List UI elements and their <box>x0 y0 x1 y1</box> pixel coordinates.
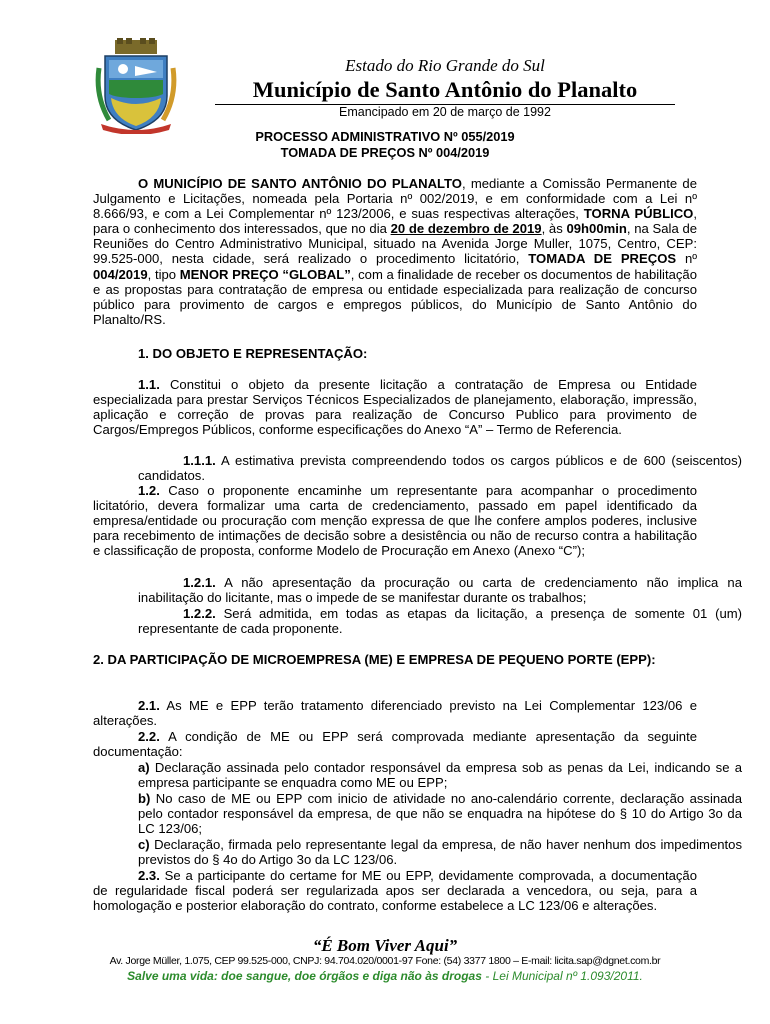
item-text: Declaração assinada pelo contador responsável da empresa sob as penas da Lei, indicando se a empresa participante se enquadra como ME ou EPP; <box>138 760 742 791</box>
intro-text-e: , na Sala de Reuniões do Centro Administrativo Municipal, situado na Avenida Jorge Muller, 1075, Centro, CEP: 99.525-000, nesta cidade, será realizado o procedimento licitatório, <box>93 221 698 267</box>
clause-text: A estimativa prevista compreendendo todos os cargos públicos e de 600 (seiscentos) candidatos. <box>138 453 742 484</box>
clause-1-1-1 <box>93 453 742 483</box>
intro-modality: TOMADA DE PREÇOS <box>528 251 677 267</box>
clause-number: 2.2. <box>138 729 160 744</box>
section-1-heading: 1. DO OBJETO E REPRESENTAÇÃO: <box>138 346 368 361</box>
slogan-separator: - <box>481 969 493 983</box>
clause-text: Se a participante do certame for ME ou EPP, devidamente comprovada, a documentação de regularidade fiscal poderá ser regularizada apos ser declarada a vencedora, ou seja, para a homologação e posterior elaboração do contrato, conforme estabelece a LC 123/06 e alterações. <box>93 868 697 914</box>
clause-1-2-2 <box>93 606 742 636</box>
process-heading <box>95 129 675 161</box>
intro-text-k: , com a finalidade de receber os documentos de habilitação e as propostas para contratação de empresa ou entidade especializada para realização de concurso público para provimento de cargos e empregos públicos, do Município de Santo Antônio do Planalto/RS. <box>93 266 697 327</box>
footer-motto: “É Bom Viver Aqui” <box>312 936 458 955</box>
item-c <box>93 837 742 867</box>
municipality-title: Município de Santo Antônio do Planalto <box>252 77 638 102</box>
tender-number: TOMADA DE PREÇOS Nº 004/2019 <box>280 145 490 160</box>
session-time: 09h00min <box>566 221 627 237</box>
slogan-law: Lei Municipal nº 1.093/2011. <box>492 969 643 983</box>
intro-tender-number: 004/2019 <box>93 266 148 282</box>
process-number: PROCESSO ADMINISTRATIVO Nº 055/2019 <box>255 129 515 144</box>
intro-municipality: O MUNICÍPIO DE SANTO ANTÔNIO DO PLANALTO <box>138 176 462 191</box>
emancipation-note: Emancipado em 20 de março de 1992 <box>339 105 551 119</box>
clause-2-3 <box>93 868 697 913</box>
section-2-heading: 2. DA PARTICIPAÇÃO DE MICROEMPRESA (ME) E EMPRESA DE PEQUENO PORTE (EPP): <box>93 652 656 667</box>
clause-text: Caso o proponente encaminhe um representante para acompanhar o procedimento licitatório, devera formalizar uma carta de credenciamento, passado em papel identificado da empresa/entidade ou procuração com menção expressa de que lhe confere amplos poderes, inclusive para recebimento de intimações de decisão sobre a desistência ou não de recurso contra a habilitação e classificação de proposta, conforme Modelo de Procuração em Anexo (Anexo “C”); <box>93 483 697 559</box>
clause-number: 2.3. <box>138 868 160 883</box>
clause-number: 1.2. <box>138 483 160 498</box>
state-title: Estado do Rio Grande do Sul <box>345 56 545 75</box>
clause-1-2 <box>93 483 697 558</box>
clause-2-1 <box>93 698 697 728</box>
intro-text-i: , tipo <box>147 266 180 282</box>
clause-text: A não apresentação da procuração ou carta de credenciamento não implica na inabilitação do licitante, mas o impede de se manifestar durante os trabalhos; <box>138 575 742 606</box>
intro-text-a: , mediante a Comissão Permanente de Julgamento e Licitações, nomeada pela Portaria nº 002/2019, e em conformidade com a Lei nº 8.666/93, e com a Lei Complementar nº 123/2006, e suas respectivas alterações, <box>93 176 697 222</box>
footer-slogan <box>95 969 675 983</box>
item-label: b) <box>138 791 151 806</box>
clause-1-1 <box>93 377 697 437</box>
intro-price-type: MENOR PREÇO “GLOBAL” <box>179 266 351 282</box>
clause-text: Será admitida, em todas as etapas da licitação, a presença de somente 01 (um) representante de cada proponente. <box>138 606 742 637</box>
item-text: Declaração, firmada pelo representante legal da empresa, de não haver nenhum dos impedimentos previstos do § 4o do Artigo 3o da LC 123/06. <box>138 837 742 868</box>
footer-address: Av. Jorge Müller, 1.075, CEP 99.525-000, CNPJ: 94.704.020/0001-97 Fone: (54) 3377 1800 – E-mail: licita.sap@dgnet.com.br <box>109 955 661 967</box>
clause-text: Constitui o objeto da presente licitação a contratação de Empresa ou Entidade especializada para prestar Serviços Técnicos Especializados de planejamento, elaboração, impressão, aplicação e correção de provas para realização de Concurso Publico para provimento de Cargos/Empregos Públicos, conforme especificações do Anexo “A” – Termo de Referencia. <box>93 377 697 438</box>
clause-2-2 <box>93 729 697 759</box>
clause-number: 1.1.1. <box>183 453 216 468</box>
slogan-text: Salve uma vida: doe sangue, doe órgãos e diga não às drogas <box>127 969 482 983</box>
coat-of-arms-icon <box>95 38 177 134</box>
intro-paragraph <box>93 176 697 327</box>
clause-text: As ME e EPP terão tratamento diferenciado previsto na Lei Complementar 123/06 e alterações. <box>93 698 697 729</box>
item-label: c) <box>138 837 150 852</box>
item-text: No caso de ME ou EPP com inicio de atividade no ano-calendário corrente, declaração assinada pelo contador responsável da empresa, de que não se enquadra na hipótese do § 10 do Artigo 3o da LC 123/06; <box>138 791 742 837</box>
intro-torna-publico: TORNA PÚBLICO <box>583 206 694 222</box>
session-date: 20 de dezembro de 2019 <box>390 221 542 237</box>
item-b <box>93 791 742 836</box>
intro-text-d: , às <box>541 221 567 237</box>
item-label: a) <box>138 760 150 775</box>
intro-text-g: nº <box>676 251 698 267</box>
clause-text: A condição de ME ou EPP será comprovada mediante apresentação da seguinte documentação: <box>93 729 697 760</box>
clause-number: 1.2.2. <box>183 606 216 621</box>
clause-number: 2.1. <box>138 698 160 713</box>
intro-text-c: , para o conhecimento dos interessados, que no dia <box>93 206 698 237</box>
item-a <box>93 760 742 790</box>
clause-1-2-1 <box>93 575 742 605</box>
clause-number: 1.1. <box>138 377 160 392</box>
clause-number: 1.2.1. <box>183 575 216 590</box>
